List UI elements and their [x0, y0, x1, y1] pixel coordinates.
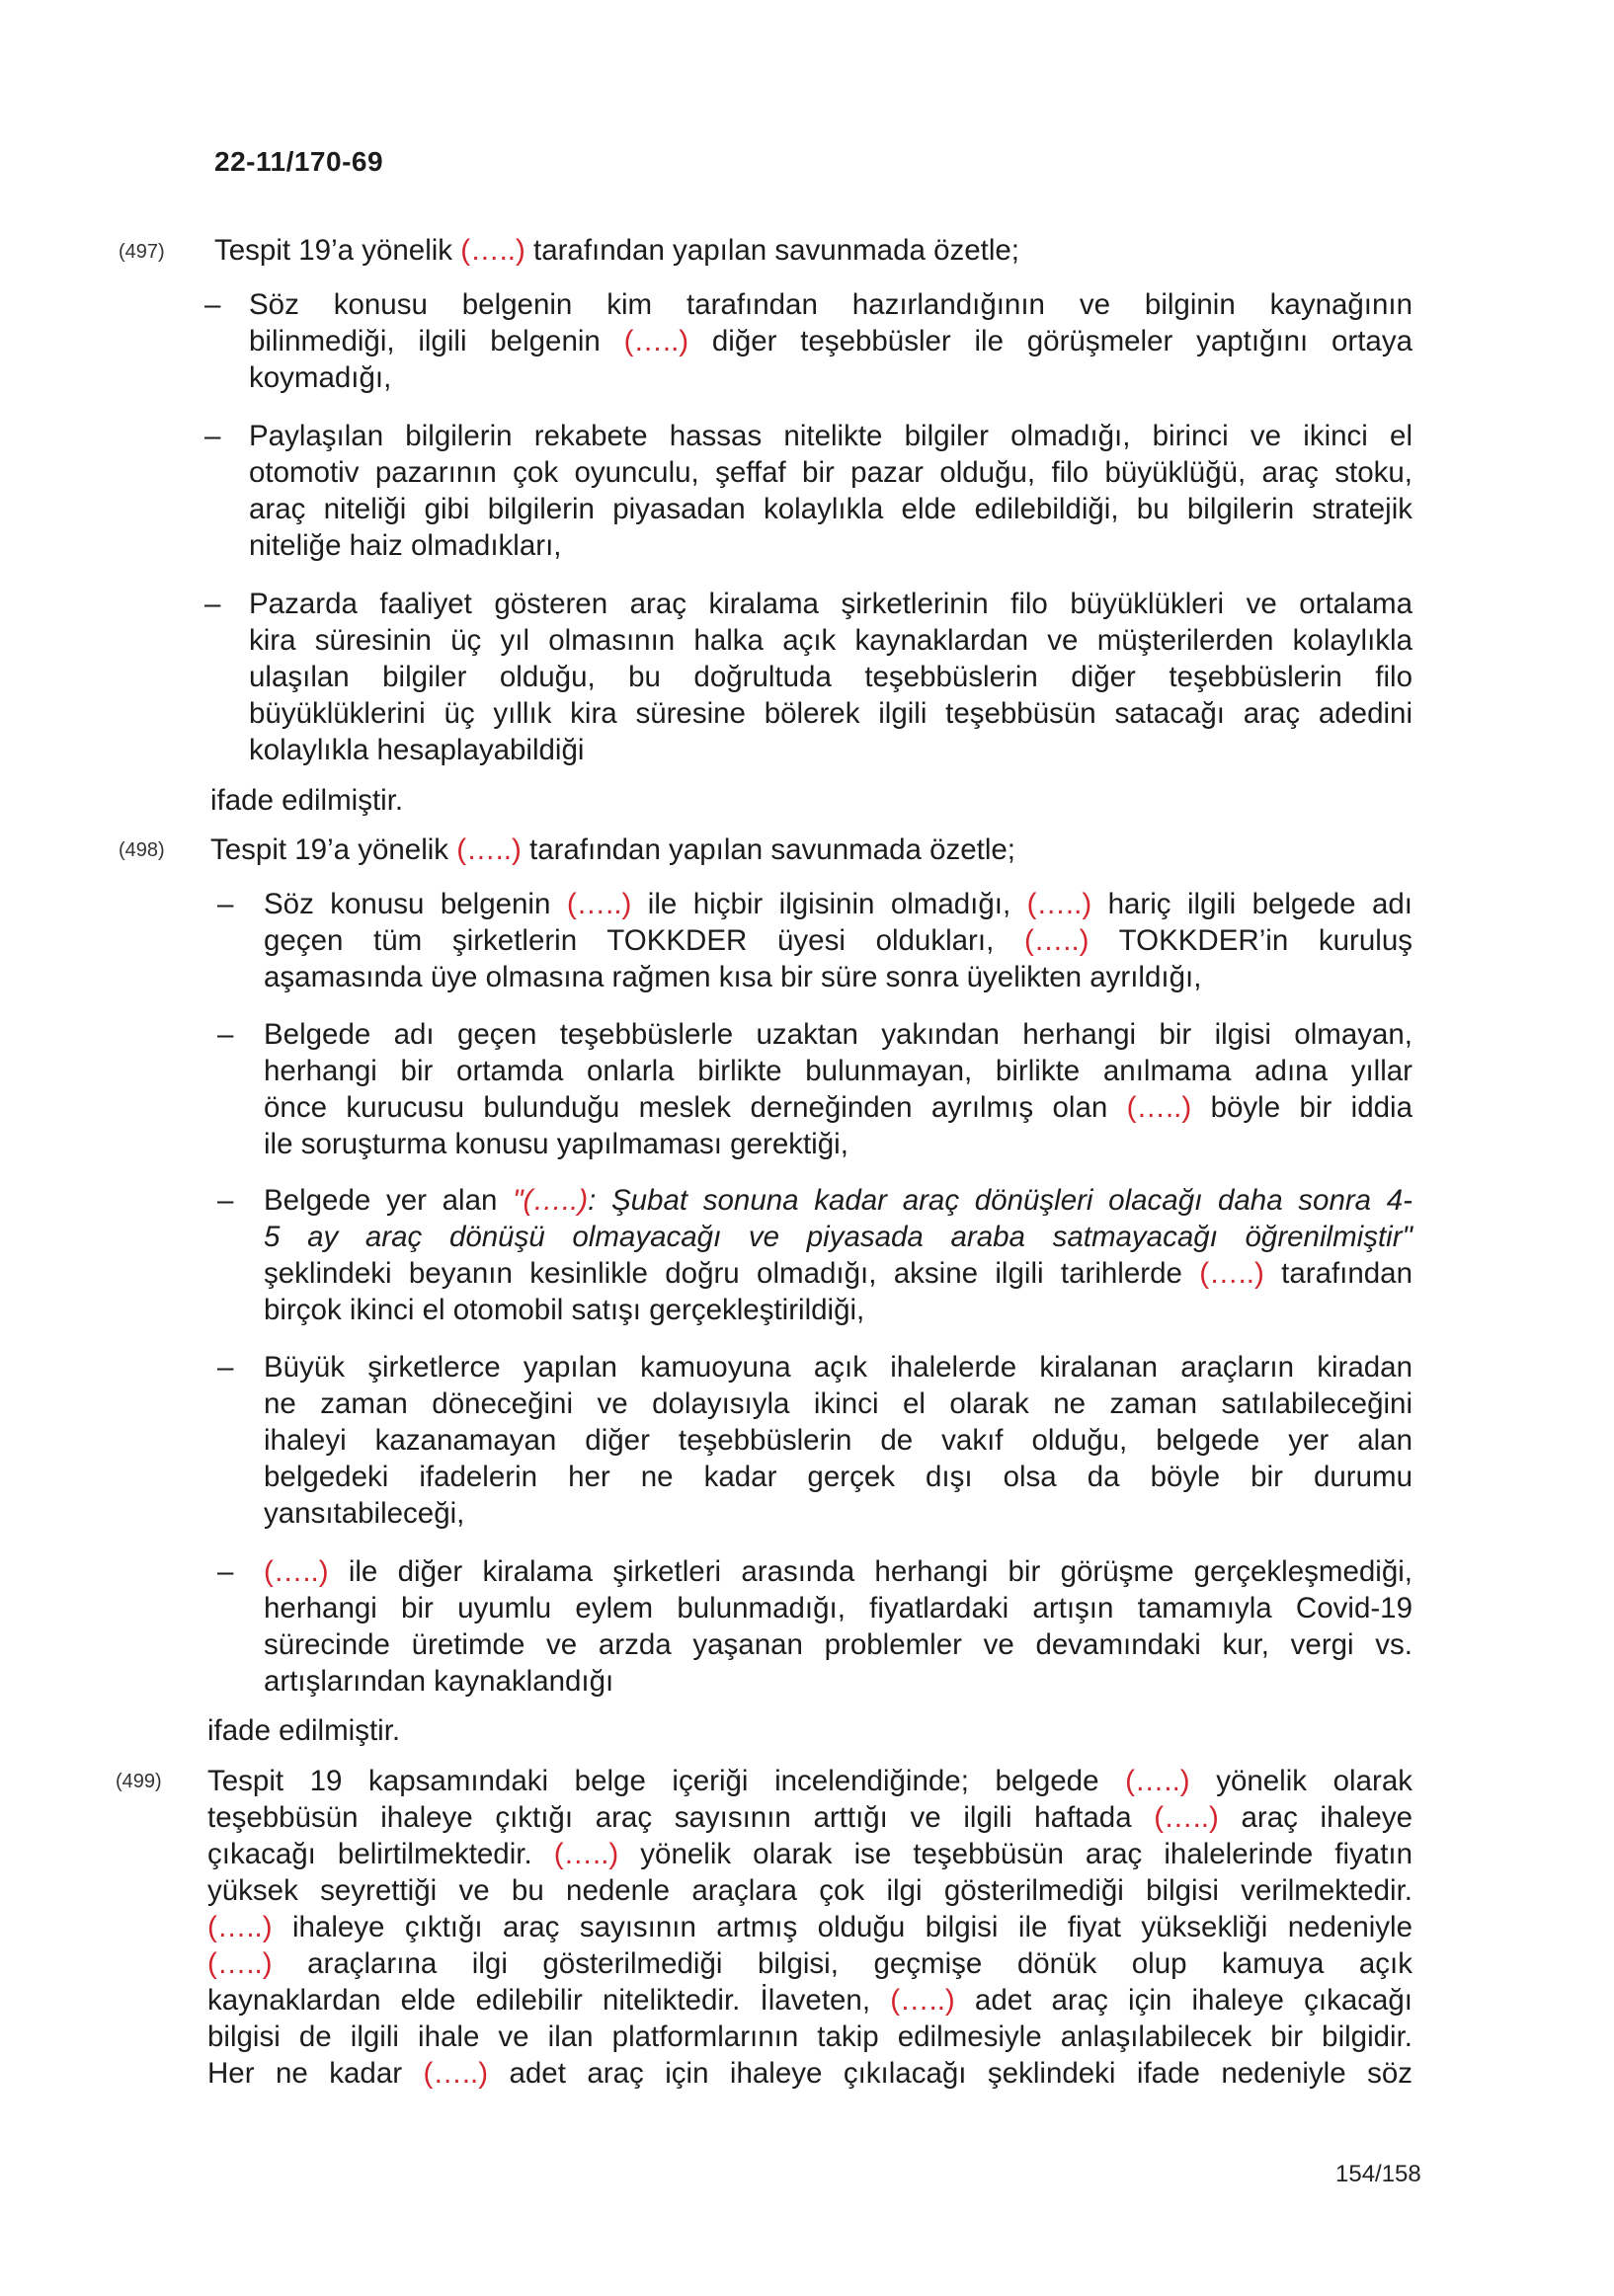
redacted-placeholder: (…..)	[890, 1984, 955, 2017]
redacted-placeholder: (…..)	[553, 1838, 619, 1870]
redacted-placeholder: (…..)	[456, 833, 522, 866]
redacted-placeholder: (…..)	[207, 1947, 273, 1980]
redacted-placeholder: (…..)	[1126, 1091, 1192, 1124]
dash-bullet: –	[204, 588, 221, 620]
dash-bullet: –	[217, 1351, 234, 1384]
redacted-placeholder: (…..)	[1154, 1801, 1219, 1834]
closing-text: ifade edilmiştir.	[210, 784, 404, 817]
redacted-placeholder: (…..)	[423, 2057, 489, 2090]
redacted-placeholder: (…..)	[1026, 888, 1092, 920]
redacted-placeholder: (…..)	[623, 325, 689, 357]
dash-bullet: –	[204, 420, 221, 452]
closing-text: ifade edilmiştir.	[207, 1714, 401, 1747]
redacted-placeholder: "(…..)	[513, 1184, 589, 1217]
dash-bullet: –	[217, 1184, 234, 1217]
paragraph-number: (499)	[116, 1771, 162, 1792]
paragraph-intro: Tespit 19’a yönelik (…..) tarafından yapılan savunmada özetle;	[214, 234, 1020, 267]
dash-bullet: –	[217, 1018, 234, 1051]
page-number: 154/158	[1335, 2161, 1421, 2187]
redacted-placeholder: (…..)	[460, 234, 525, 267]
redacted-placeholder: (…..)	[1023, 924, 1089, 957]
document-number: 22-11/170-69	[214, 146, 384, 177]
paragraph-number: (498)	[119, 839, 165, 861]
dash-bullet: –	[204, 288, 221, 321]
dash-bullet: –	[217, 1555, 234, 1588]
redacted-placeholder: (…..)	[264, 1555, 329, 1588]
redacted-placeholder: (…..)	[207, 1911, 273, 1943]
dash-bullet: –	[217, 888, 234, 920]
quoted-statement: 5 ay araç dönüşü olmayacağı ve piyasada araba satmayacağı öğrenilmiştir"	[264, 1221, 1412, 1253]
redacted-placeholder: (…..)	[1125, 1765, 1190, 1797]
redacted-placeholder: (…..)	[566, 888, 632, 920]
paragraph-intro: Tespit 19’a yönelik (…..) tarafından yapılan savunmada özetle;	[210, 833, 1016, 866]
redacted-placeholder: (…..)	[1199, 1257, 1264, 1290]
paragraph-number: (497)	[119, 241, 165, 263]
